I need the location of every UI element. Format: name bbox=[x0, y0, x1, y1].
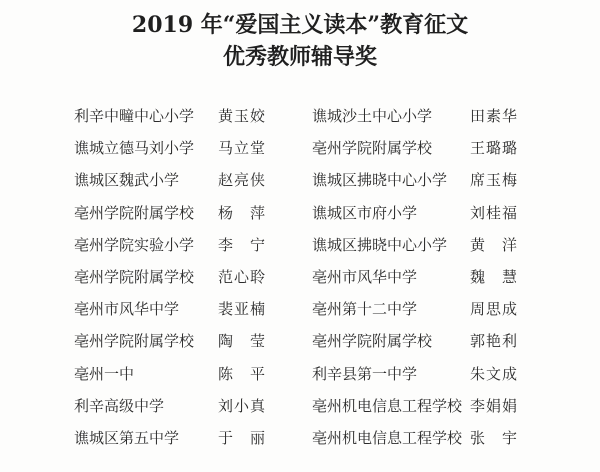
school-name: 利辛中疃中心小学 bbox=[74, 107, 195, 125]
school-name: 谯城区市府小学 bbox=[312, 203, 418, 222]
teacher-name: 席玉梅 bbox=[470, 171, 519, 190]
teacher-name: 赵亮侠 bbox=[218, 171, 267, 190]
school-name: 亳州市风华中学 bbox=[312, 267, 418, 286]
school-name: 利辛县第一中学 bbox=[312, 364, 418, 383]
school-name: 亳州学院附属学校 bbox=[74, 332, 195, 351]
list-row bbox=[0, 229, 600, 261]
school-name: 亳州学院附属学校 bbox=[74, 267, 195, 286]
list-row bbox=[0, 325, 600, 357]
school-name: 利辛高级中学 bbox=[74, 396, 165, 415]
school-name: 亳州机电信息工程学校 bbox=[312, 428, 463, 447]
school-name: 亳州学院实验小学 bbox=[74, 235, 195, 254]
teacher-name: 李娟娟 bbox=[470, 396, 519, 415]
school-name: 亳州学院附属学校 bbox=[74, 203, 195, 222]
school-name: 亳州市风华中学 bbox=[74, 300, 180, 319]
school-name: 谯城区拂晓中心小学 bbox=[312, 171, 448, 190]
list-row bbox=[0, 390, 600, 422]
teacher-name: 王璐璐 bbox=[470, 139, 519, 158]
teacher-name: 陶 莹 bbox=[218, 332, 267, 351]
teacher-name: 朱文成 bbox=[470, 364, 519, 383]
list-row bbox=[0, 358, 600, 390]
teacher-name: 刘小真 bbox=[218, 396, 267, 415]
teacher-name: 杨 萍 bbox=[218, 203, 267, 222]
school-name: 谯城立德马刘小学 bbox=[74, 139, 195, 158]
teacher-name: 刘桂福 bbox=[470, 203, 519, 222]
school-name: 亳州第十二中学 bbox=[312, 300, 418, 319]
school-name: 亳州机电信息工程学校 bbox=[312, 396, 463, 415]
school-name: 谯城区拂晓中心小学 bbox=[312, 235, 448, 254]
list-row bbox=[0, 293, 600, 325]
list-row bbox=[0, 164, 600, 196]
teacher-award-list bbox=[0, 100, 600, 454]
school-name: 亳州一中 bbox=[74, 364, 135, 383]
teacher-name: 于 丽 bbox=[218, 428, 267, 447]
school-name: 亳州学院附属学校 bbox=[312, 139, 433, 158]
teacher-name: 黄玉姣 bbox=[218, 107, 267, 125]
list-row bbox=[0, 422, 600, 454]
list-row bbox=[0, 132, 600, 164]
teacher-name: 裴亚楠 bbox=[218, 300, 267, 319]
document-subtitle: 优秀教师辅导奖 bbox=[222, 44, 377, 70]
teacher-name: 范心聆 bbox=[218, 267, 267, 286]
school-name: 亳州学院附属学校 bbox=[312, 332, 433, 351]
teacher-name: 马立堂 bbox=[218, 139, 267, 158]
school-name: 谯城区魏武小学 bbox=[74, 171, 180, 190]
teacher-name: 田素华 bbox=[470, 107, 519, 125]
teacher-name: 魏 慧 bbox=[470, 267, 519, 286]
document-title: 2019 年“爱国主义读本”教育征文 bbox=[131, 12, 469, 38]
list-row bbox=[0, 100, 600, 132]
list-row bbox=[0, 261, 600, 293]
teacher-name: 郭艳利 bbox=[470, 332, 519, 351]
school-name: 谯城沙土中心小学 bbox=[312, 107, 433, 125]
teacher-name: 周思成 bbox=[470, 300, 519, 319]
teacher-name: 李 宁 bbox=[218, 235, 267, 254]
teacher-name: 张 宇 bbox=[470, 428, 519, 447]
teacher-name: 黄 洋 bbox=[470, 235, 519, 254]
school-name: 谯城区第五中学 bbox=[74, 428, 180, 447]
list-row bbox=[0, 197, 600, 229]
teacher-name: 陈 平 bbox=[218, 364, 267, 383]
